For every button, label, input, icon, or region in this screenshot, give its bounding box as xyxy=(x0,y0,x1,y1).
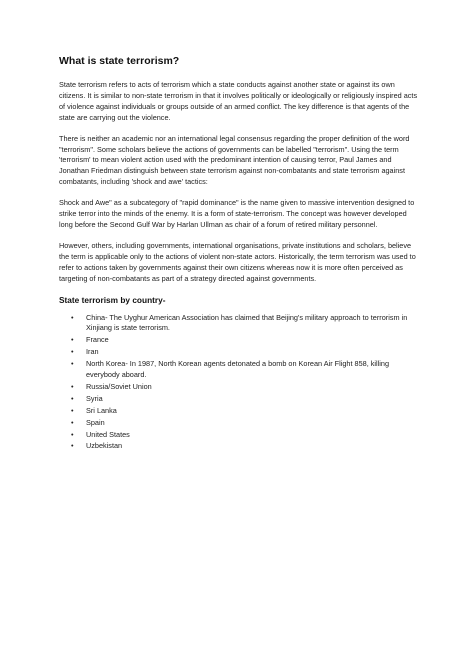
document-title: What is state terrorism? xyxy=(59,55,180,67)
list-item xyxy=(71,430,419,441)
bullet-icon: • xyxy=(71,335,74,345)
list-item xyxy=(71,335,419,346)
list-item xyxy=(71,359,419,381)
section-heading: State terrorism by country- xyxy=(59,294,166,305)
bullet-icon: • xyxy=(71,429,74,439)
list-item xyxy=(71,441,419,452)
list-item-text: Uzbekistan xyxy=(86,441,123,451)
bullet-icon: • xyxy=(71,405,74,415)
country-list xyxy=(59,313,419,453)
list-item-text: North Korea- In 1987, North Korean agents detonated a bomb on Korean Air Flight 858, killing everybody aboard. xyxy=(86,359,390,380)
list-item-text: China- The Uyghur American Association has claimed that Beijing's military approach to terrorism in Xinjiang is state terrorism. xyxy=(86,312,408,333)
bullet-icon: • xyxy=(71,359,74,369)
list-item-text: Iran xyxy=(86,347,99,357)
list-item-text: France xyxy=(86,335,109,345)
bullet-icon: • xyxy=(71,441,74,451)
list-item-text: Spain xyxy=(86,417,105,427)
list-item xyxy=(71,394,419,405)
bullet-icon: • xyxy=(71,417,74,427)
paragraph-consensus: There is neither an academic nor an international legal consensus regarding the proper definition of the word "terrorism". Some scholars believe the actions of governments can be labelled "terrorism". Using the term 'terrorism' to mean violent action used with the predominant intention of causing terror, Paul James and Jonathan Friedman distinguish between state terrorism against non-combatants and state terrorism against combatants, including 'shock and awe' tactics: xyxy=(59,133,410,187)
list-item xyxy=(71,347,419,358)
list-item xyxy=(71,418,419,429)
list-item-text: Sri Lanka xyxy=(86,405,117,415)
list-item-text: Russia/Soviet Union xyxy=(86,381,152,391)
paragraph-shock-and-awe: Shock and Awe" as a subcategory of "rapid dominance" is the name given to massive intervention designed to strike terror into the minds of the enemy. It is a form of state-terrorism. The concept was however developed long before the Second Gulf War by Harlan Ullman as chair of a forum of retired military personnel. xyxy=(59,198,415,229)
list-item xyxy=(71,382,419,393)
paragraph-definition: State terrorism refers to acts of terrorism which a state conducts against another state or against its own citizens. It is similar to non-state terrorism in that it involves politically or ideologically or religiously inspired acts of violence against individuals or groups outside of an armed conflict. The key difference is that agents of the state are carrying out the violence. xyxy=(59,80,418,122)
list-item-text: Syria xyxy=(86,393,103,403)
bullet-icon: • xyxy=(71,393,74,403)
bullet-icon: • xyxy=(71,312,74,322)
list-item xyxy=(71,406,419,417)
bullet-icon: • xyxy=(71,381,74,391)
bullet-icon: • xyxy=(71,347,74,357)
list-item-text: United States xyxy=(86,429,130,439)
list-item xyxy=(71,313,419,335)
paragraph-non-state-actors: However, others, including governments, international organisations, private institutions and scholars, believe the term is applicable only to the actions of violent non-state actors. Historically, the term terrorism was used to refer to actions taken by governments against their own citizens whereas now it is more often perceived as targeting of non-combatants as part of a strategy directed against governments. xyxy=(59,240,416,283)
document-body xyxy=(59,55,419,453)
